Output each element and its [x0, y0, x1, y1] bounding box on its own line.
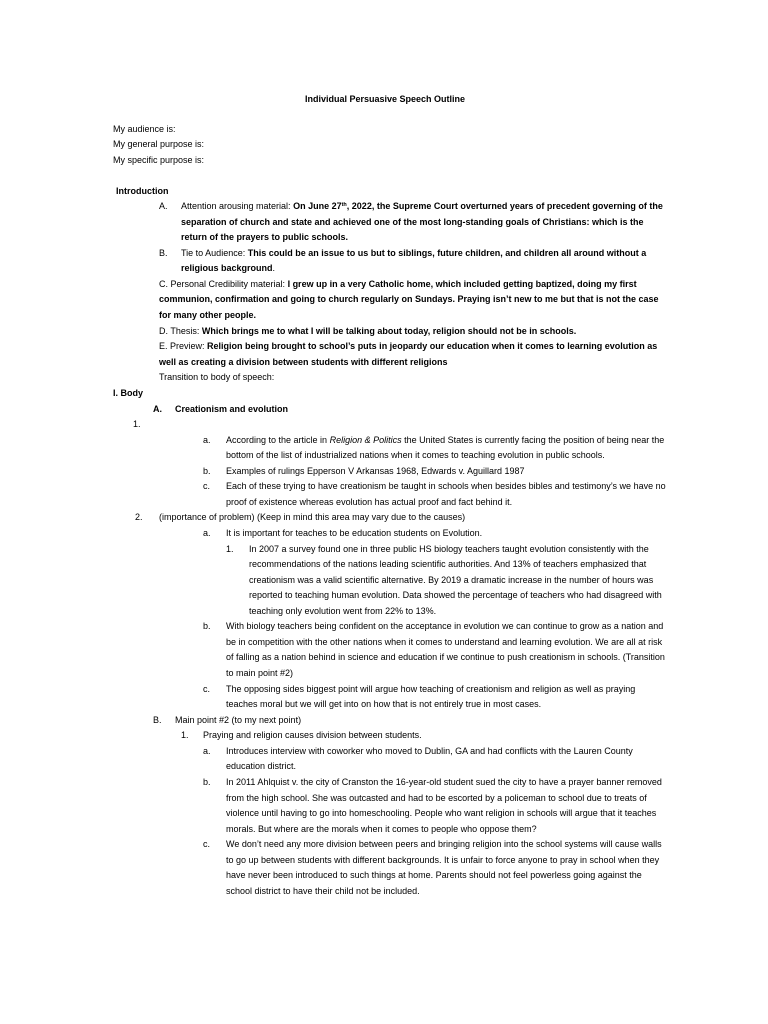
- specific-purpose-field: My specific purpose is:: [113, 155, 205, 165]
- intro-b-marker: B.: [159, 248, 168, 258]
- b-point1-c-line4: school district to have their child not be included.: [226, 886, 420, 896]
- document-title: Individual Persuasive Speech Outline: [305, 94, 466, 104]
- point2-a-sub1-marker: 1.: [226, 544, 234, 554]
- b-point1-b-line4: morals. But where are the morals when it comes to people who oppose them?: [226, 824, 537, 834]
- b-point1-text: Praying and religion causes division between students.: [203, 730, 422, 740]
- point1-a-line2: bottom of the list of industrialized nations when it comes to teaching evolution in public schools.: [226, 450, 605, 460]
- point2-b-line4: to main point #2): [226, 668, 294, 678]
- intro-d-line: [159, 324, 576, 340]
- point2-b-line2: be in competition with the other nations when it comes to understand and learning evolution. We are all at risk: [226, 637, 663, 647]
- intro-a-line3: return of the prayers to public schools.: [181, 232, 349, 242]
- b-point1-b-line3: violence until having to go into homeschooling. People who want religion in schools will argue that it teaches: [226, 808, 657, 818]
- intro-b-line1: [181, 246, 646, 262]
- body-b-title: Main point #2 (to my next point): [175, 715, 302, 725]
- point1-a-marker: a.: [203, 435, 211, 445]
- point2-b-line1: With biology teachers being confident on the acceptance in evolution we can continue to grow as a nation and: [226, 621, 664, 631]
- b-point1-c-line1: We don’t need any more division between peers and bringing religion into the school systems will cause walls: [226, 839, 662, 849]
- introduction-heading: Introduction: [116, 186, 169, 196]
- b-point1-c-line2: to go up between students with different backgrounds. It is unfair to force anyone to pray in school when they: [226, 855, 660, 865]
- intro-a-line2: separation of church and state and achieved one of the most long-standing goals of Christians: which is the: [181, 217, 644, 227]
- b-point1-b-marker: b.: [203, 777, 211, 787]
- point2-a-text: It is important for teaches to be education students on Evolution.: [226, 528, 483, 538]
- point2-a-marker: a.: [203, 528, 211, 538]
- point2-a-sub1-line3: creationism was a valid scientific alternative. By 2019 a dramatic increase in the number of hours was: [249, 575, 654, 585]
- body-a-marker: A.: [153, 404, 162, 414]
- intro-b-line2-text: religious background: [181, 263, 273, 273]
- audience-field: My audience is:: [113, 124, 176, 134]
- point1-b-text: Examples of rulings Epperson V Arkansas 1968, Edwards v. Aguillard 1987: [226, 466, 525, 476]
- b-point1-a-line1: Introduces interview with coworker who moved to Dublin, GA and had conflicts with the Lauren County: [226, 746, 633, 756]
- intro-d-bold: Which brings me to what I will be talking about today, religion should not be in schools.: [201, 326, 577, 336]
- intro-c-line3: for many other people.: [159, 310, 257, 320]
- intro-a-label: Attention arousing material:: [181, 201, 291, 211]
- point2-text: (importance of problem) (Keep in mind this area may vary due to the causes): [159, 512, 466, 522]
- intro-transition: Transition to body of speech:: [159, 372, 275, 382]
- b-point1-b-line1: In 2011 Ahlquist v. the city of Cranston the 16-year-old student sued the city to have a prayer banner removed: [226, 777, 662, 787]
- intro-c-label: C. Personal Credibility material:: [159, 279, 286, 289]
- point2-c-line2: teaches moral but we will get into on how that is not entirely true in most cases.: [226, 699, 542, 709]
- point2-c-marker: c.: [203, 684, 211, 694]
- point1-a-italic: Religion & Politics: [329, 435, 402, 445]
- point2-a-sub1-line4: reported to teaching human evolution. Data showed the percentage of teachers who had disagreed with: [249, 590, 662, 600]
- intro-c-bold: I grew up in a very Catholic home, which included getting baptized, doing my first: [287, 279, 637, 289]
- body-a-title: Creationism and evolution: [175, 404, 289, 414]
- intro-b-line2-end: .: [272, 263, 276, 273]
- point2-a-sub1-line2: recommendations of the nations leading scientific authorities. And 13% of teachers emphasized that: [249, 559, 647, 569]
- b-point1-marker: 1.: [181, 730, 189, 740]
- point1-a-line1: [226, 433, 664, 449]
- point1-b-marker: b.: [203, 466, 211, 476]
- point2-a-sub1-line5: teaching only evolution went from 22% to 13%.: [249, 606, 437, 616]
- intro-d-label: D. Thesis:: [159, 326, 200, 336]
- b-point1-b-line2: from the high school. She was outcasted and had to be escorted by a policeman to school due to treats of: [226, 793, 647, 803]
- point2-b-line3: of falling as a nation behind in science and education if we continue to push creationism in schools. (Transition: [226, 652, 665, 662]
- general-purpose-field: My general purpose is:: [113, 139, 205, 149]
- intro-c-line1: [159, 277, 637, 293]
- intro-e-line1: [159, 339, 657, 355]
- b-point1-a-line2: education district.: [226, 761, 297, 771]
- body-heading: I. Body: [113, 388, 144, 398]
- point1-a-post: the United States is currently facing the position of being near the: [404, 435, 665, 445]
- intro-a-bold-pre: On June 27: [293, 201, 342, 211]
- intro-e-label: E. Preview:: [159, 341, 205, 351]
- b-point1-c-line3: have never been introduced to such things at home. Parents should not feel powerless going against the: [226, 870, 642, 880]
- b-point1-c-marker: c.: [203, 839, 211, 849]
- point2-a-sub1-line1: In 2007 a survey found one in three public HS biology teachers taught evolution consistently with the: [249, 544, 649, 554]
- b-point1-a-marker: a.: [203, 746, 211, 756]
- point2-marker: 2.: [135, 512, 143, 522]
- intro-c-line2: communion, confirmation and going to church regularly on Sundays. Praying isn’t new to me but that is not the case: [159, 294, 659, 304]
- body-b-marker: B.: [153, 715, 162, 725]
- intro-e-bold: Religion being brought to school’s puts in jeopardy our education when it comes to learning evolution as: [207, 341, 658, 351]
- point1-c-line2: proof of existence whereas evolution has actual proof and fact behind it.: [226, 497, 513, 507]
- point1-marker: 1.: [133, 419, 141, 429]
- point1-c-marker: c.: [203, 481, 211, 491]
- intro-a-sup: th: [341, 202, 347, 208]
- point1-c-line1: Each of these trying to have creationism be taught in schools when besides bibles and testimony’s we have no: [226, 481, 666, 491]
- intro-e-line2: well as creating a division between students with different religions: [159, 357, 448, 367]
- intro-a-marker: A.: [159, 201, 168, 211]
- intro-b-bold: This could be an issue to us but to siblings, future children, and children all around without a: [247, 248, 647, 258]
- point1-a-pre: According to the article in: [226, 435, 328, 445]
- intro-a-line1: [181, 199, 663, 215]
- intro-b-label: Tie to Audience:: [181, 248, 246, 258]
- intro-b-line2: [181, 261, 275, 277]
- intro-a-bold-post: , 2022, the Supreme Court overturned years of precedent governing of the: [346, 201, 663, 211]
- point2-b-marker: b.: [203, 621, 211, 631]
- point2-c-line1: The opposing sides biggest point will argue how teaching of creationism and religion as well as praying: [226, 684, 636, 694]
